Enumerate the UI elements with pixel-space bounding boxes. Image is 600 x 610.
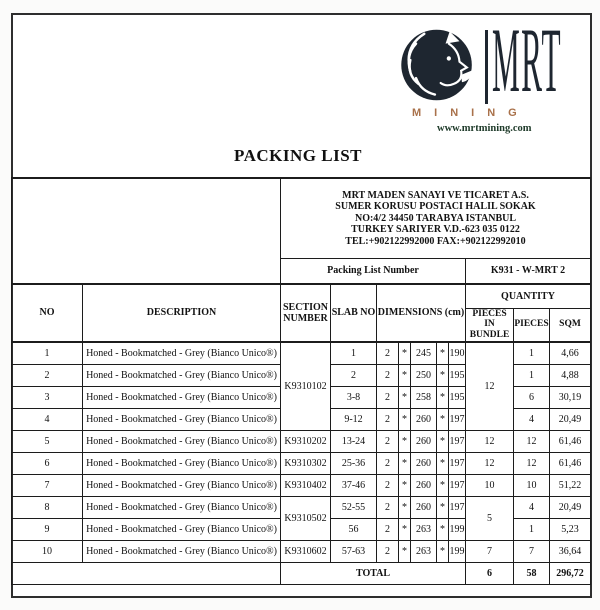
- packing-list-number-label: Packing List Number: [281, 258, 466, 284]
- row-sqm: 4,66: [550, 342, 591, 364]
- row-dimension: 250: [411, 364, 437, 386]
- row-slab: 9-12: [331, 408, 377, 430]
- total-pieces: 58: [514, 562, 550, 584]
- row-dimension: 2: [377, 342, 399, 364]
- company-line: TURKEY SARIYER V.D.-623 035 0122: [351, 224, 520, 235]
- row-dimension: 197: [449, 430, 466, 452]
- row-sqm: 30,19: [550, 386, 591, 408]
- packing-table-body: [12, 342, 591, 584]
- brand-tagline: MINING: [412, 107, 530, 119]
- row-sqm: 20,49: [550, 496, 591, 518]
- row-dimension: *: [399, 342, 411, 364]
- row-no: 8: [12, 496, 83, 518]
- col-header-section: SECTION NUMBER: [281, 284, 331, 342]
- row-slab: 1: [331, 342, 377, 364]
- table-header-row: [12, 284, 591, 308]
- row-dimension: 2: [377, 430, 399, 452]
- row-dimension: 263: [411, 540, 437, 562]
- total-sqm: 296,72: [550, 562, 591, 584]
- row-dimension: 197: [449, 496, 466, 518]
- row-description: Honed - Bookmatched - Grey (Bianco Unico®): [83, 386, 281, 408]
- row-slab: 2: [331, 364, 377, 386]
- row-dimension: 263: [411, 518, 437, 540]
- row-dimension: *: [437, 364, 449, 386]
- row-sqm: 20,49: [550, 408, 591, 430]
- row-no: 4: [12, 408, 83, 430]
- brand-website: www.mrtmining.com: [437, 123, 532, 134]
- row-pieces: 10: [514, 474, 550, 496]
- row-description: Honed - Bookmatched - Grey (Bianco Unico®): [83, 342, 281, 364]
- row-section: K9310602: [281, 540, 331, 562]
- row-dimension: 197: [449, 474, 466, 496]
- table-row: [12, 342, 591, 364]
- row-dimension: 260: [411, 496, 437, 518]
- row-no: 1: [12, 342, 83, 364]
- col-header-no: NO: [12, 284, 83, 342]
- row-bundle: 12: [466, 430, 514, 452]
- row-dimension: 199: [449, 540, 466, 562]
- row-pieces: 7: [514, 540, 550, 562]
- row-dimension: *: [437, 474, 449, 496]
- row-dimension: *: [399, 408, 411, 430]
- lion-logo-icon: [398, 24, 480, 106]
- row-dimension: 258: [411, 386, 437, 408]
- page-title: PACKING LIST: [234, 146, 363, 165]
- row-no: 3: [12, 386, 83, 408]
- row-description: Honed - Bookmatched - Grey (Bianco Unico®): [83, 430, 281, 452]
- row-dimension: 260: [411, 452, 437, 474]
- table-row: [12, 474, 591, 496]
- table-row: [12, 540, 591, 562]
- row-sqm: 5,23: [550, 518, 591, 540]
- row-no: 2: [12, 364, 83, 386]
- total-spacer: [12, 562, 281, 584]
- row-dimension: *: [437, 540, 449, 562]
- col-header-bundle: PIECES IN BUNDLE: [466, 308, 514, 342]
- company-line: SUMER KORUSU POSTACI HALIL SOKAK: [335, 201, 536, 212]
- row-section: K9310102: [281, 342, 331, 430]
- row-slab: 56: [331, 518, 377, 540]
- row-dimension: 2: [377, 408, 399, 430]
- row-description: Honed - Bookmatched - Grey (Bianco Unico®): [83, 496, 281, 518]
- row-slab: 57-63: [331, 540, 377, 562]
- row-dimension: 199: [449, 518, 466, 540]
- total-bundle: 6: [466, 562, 514, 584]
- row-pieces: 12: [514, 452, 550, 474]
- col-header-slab: SLAB NO: [331, 284, 377, 342]
- row-description: Honed - Bookmatched - Grey (Bianco Unico®): [83, 540, 281, 562]
- row-no: 6: [12, 452, 83, 474]
- row-dimension: *: [399, 452, 411, 474]
- row-description: Honed - Bookmatched - Grey (Bianco Unico®): [83, 452, 281, 474]
- row-slab: 13-24: [331, 430, 377, 452]
- row-slab: 52-55: [331, 496, 377, 518]
- row-dimension: *: [437, 430, 449, 452]
- row-bundle: 5: [466, 496, 514, 540]
- empty-header-cell: [12, 178, 281, 284]
- col-header-pieces: PIECES: [514, 308, 550, 342]
- table-row: [12, 496, 591, 518]
- row-dimension: 2: [377, 518, 399, 540]
- row-dimension: *: [437, 408, 449, 430]
- row-bundle: 12: [466, 452, 514, 474]
- row-sqm: 4,88: [550, 364, 591, 386]
- row-section: K9310202: [281, 430, 331, 452]
- row-dimension: 2: [377, 452, 399, 474]
- row-dimension: *: [437, 452, 449, 474]
- row-pieces: 1: [514, 518, 550, 540]
- row-no: 5: [12, 430, 83, 452]
- row-bundle: 10: [466, 474, 514, 496]
- company-line: TEL:+902122992000 FAX:+902122992010: [345, 235, 526, 247]
- total-label: TOTAL: [281, 562, 466, 584]
- row-slab: 25-36: [331, 452, 377, 474]
- row-description: Honed - Bookmatched - Grey (Bianco Unico®): [83, 474, 281, 496]
- row-dimension: *: [437, 518, 449, 540]
- row-dimension: 190: [449, 342, 466, 364]
- row-sqm: 36,64: [550, 540, 591, 562]
- row-dimension: 2: [377, 364, 399, 386]
- row-slab: 37-46: [331, 474, 377, 496]
- row-dimension: *: [437, 386, 449, 408]
- company-line: NO:4/2 34450 TARABYA ISTANBUL: [354, 212, 517, 224]
- row-dimension: 195: [449, 386, 466, 408]
- table-row: [12, 430, 591, 452]
- row-no: 10: [12, 540, 83, 562]
- row-section: K9310502: [281, 496, 331, 540]
- row-no: 9: [12, 518, 83, 540]
- packing-list-number-value: K931 - W-MRT 2: [466, 258, 591, 284]
- row-dimension: *: [399, 518, 411, 540]
- row-slab: 3-8: [331, 386, 377, 408]
- row-bundle: 7: [466, 540, 514, 562]
- row-dimension: 2: [377, 496, 399, 518]
- row-pieces: 4: [514, 408, 550, 430]
- row-dimension: *: [437, 342, 449, 364]
- row-no: 7: [12, 474, 83, 496]
- row-pieces: 1: [514, 364, 550, 386]
- row-dimension: 2: [377, 386, 399, 408]
- row-dimension: 197: [449, 452, 466, 474]
- packing-list-table: [11, 177, 591, 585]
- company-line: MRT MADEN SANAYI VE TICARET A.S.: [342, 189, 529, 201]
- row-sqm: 61,46: [550, 430, 591, 452]
- row-description: Honed - Bookmatched - Grey (Bianco Unico®): [83, 408, 281, 430]
- row-dimension: 2: [377, 540, 399, 562]
- row-pieces: 1: [514, 342, 550, 364]
- row-dimension: 195: [449, 364, 466, 386]
- row-dimension: 197: [449, 408, 466, 430]
- row-dimension: *: [399, 540, 411, 562]
- row-dimension: *: [399, 386, 411, 408]
- row-bundle: 12: [466, 342, 514, 430]
- row-dimension: 2: [377, 474, 399, 496]
- col-header-quantity: QUANTITY: [466, 284, 591, 308]
- col-header-description: DESCRIPTION: [83, 284, 281, 342]
- row-dimension: 260: [411, 430, 437, 452]
- row-section: K9310402: [281, 474, 331, 496]
- company-info: [281, 178, 591, 258]
- row-dimension: 260: [411, 474, 437, 496]
- col-header-dimensions: DIMENSIONS (cm): [377, 284, 466, 342]
- row-description: Honed - Bookmatched - Grey (Bianco Unico®): [83, 518, 281, 540]
- col-header-sqm: SQM: [550, 308, 591, 342]
- brand-name: MRT: [492, 9, 562, 111]
- row-sqm: 61,46: [550, 452, 591, 474]
- row-dimension: *: [399, 474, 411, 496]
- row-description: Honed - Bookmatched - Grey (Bianco Unico®): [83, 364, 281, 386]
- row-dimension: *: [399, 364, 411, 386]
- row-section: K9310302: [281, 452, 331, 474]
- company-info-row: [12, 178, 591, 258]
- total-row: [12, 562, 591, 584]
- row-dimension: *: [399, 430, 411, 452]
- row-pieces: 12: [514, 430, 550, 452]
- row-dimension: *: [399, 496, 411, 518]
- row-dimension: 245: [411, 342, 437, 364]
- logo-divider: [485, 30, 488, 104]
- row-dimension: *: [437, 496, 449, 518]
- table-row: [12, 452, 591, 474]
- row-sqm: 51,22: [550, 474, 591, 496]
- row-dimension: 260: [411, 408, 437, 430]
- row-pieces: 6: [514, 386, 550, 408]
- row-pieces: 4: [514, 496, 550, 518]
